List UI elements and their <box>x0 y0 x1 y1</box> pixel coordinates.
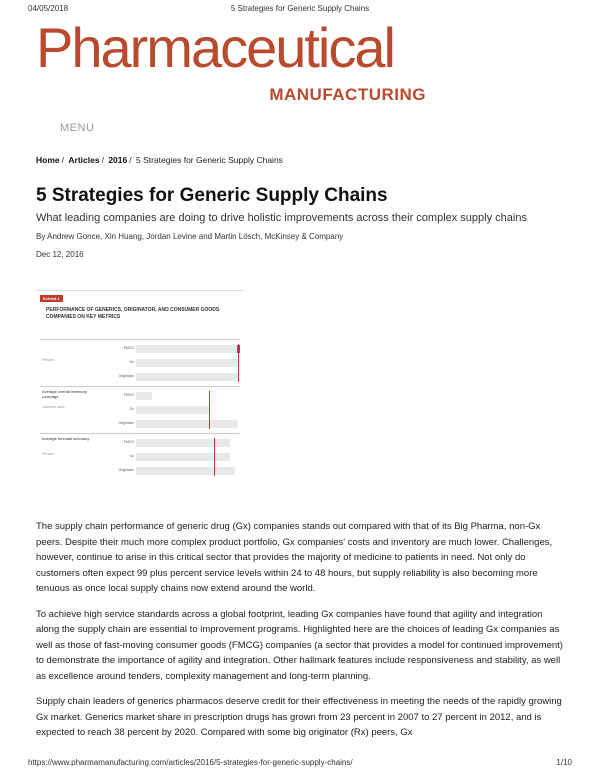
exhibit-bar <box>136 453 230 461</box>
exhibit-row <box>100 372 240 382</box>
exhibit-row-label: FMCG <box>123 440 134 444</box>
print-url: https://www.pharmamanufacturing.com/articles/2016/5-strategies-for-generic-supply-chains/ <box>28 758 353 767</box>
exhibit-row-label: Originator <box>118 468 134 472</box>
exhibit-bar <box>136 392 152 400</box>
print-page-number: 1/10 <box>556 758 572 767</box>
exhibit-row-label: Gx <box>129 454 134 458</box>
exhibit-marker-line <box>209 391 210 429</box>
breadcrumb-articles[interactable]: Articles <box>68 155 100 165</box>
exhibit-bar <box>136 406 209 414</box>
exhibit-title: PERFORMANCE OF GENERICS, ORIGINATOR, AND CONSUMER GOODS COMPANIES ON KEY METRICS <box>46 307 220 320</box>
breadcrumb: Home / Articles / 2016 / 5 Strategies for Generic Supply Chains <box>36 155 283 165</box>
article-byline: By Andrew Gonce, Xin Huang, Jordan Levine and Martin Lösch, McKinsey & Company <box>36 232 344 241</box>
exhibit-row-label: Originator <box>118 374 134 378</box>
exhibit-row-label: FMCG <box>123 393 134 397</box>
exhibit-row-label: Gx <box>129 360 134 364</box>
breadcrumb-year[interactable]: 2016 <box>108 155 128 165</box>
logo-line-2: MANUFACTURING <box>269 85 426 104</box>
exhibit-section <box>40 386 240 437</box>
exhibit-bar <box>136 373 238 381</box>
exhibit-section <box>40 433 240 484</box>
exhibit-row-label: Gx <box>129 407 134 411</box>
exhibit-bar <box>136 359 238 367</box>
exhibit-section <box>40 339 240 390</box>
logo-line-1: Pharmaceutical <box>36 16 394 79</box>
breadcrumb-current: 5 Strategies for Generic Supply Chains <box>135 155 283 165</box>
article-title: 5 Strategies for Generic Supply Chains <box>36 185 388 206</box>
exhibit-metric-label: Average overall inventory coverage <box>42 389 88 399</box>
exhibit-row <box>100 466 240 476</box>
exhibit-bar <box>136 345 238 353</box>
article-body <box>36 519 568 751</box>
exhibit-badge: Exhibit 1 <box>40 295 63 302</box>
exhibit-bar <box>136 467 235 475</box>
article-paragraph: The supply chain performance of generic drug (Gx) companies stands out compared with that of its Big Pharma, non-Gx peers. Despite their much more complex product portfolio, Gx companies' costs and inventory are much lower. Challenges, however, continue to arise in this critical sector that provides the majority of medicine to patients in need. Not only do customers often expect 99 plus percent service levels within 24 to 48 hours, but supply reliability is also becoming more tenuous as once local supply chains now extend around the world. <box>36 521 553 594</box>
article-subtitle: What leading companies are doing to drive holistic improvements across their complex supply chains <box>36 212 527 224</box>
exhibit-row <box>100 358 240 368</box>
breadcrumb-home[interactable]: Home <box>36 155 60 165</box>
exhibit-row <box>100 344 240 354</box>
exhibit-marker-line <box>214 438 215 476</box>
exhibit-row-label: Originator <box>118 421 134 425</box>
print-date: 04/05/2018 <box>28 4 69 13</box>
exhibit-marker-line <box>238 344 239 382</box>
exhibit-bar <box>136 420 238 428</box>
print-header <box>28 4 572 16</box>
exhibit-row <box>100 419 240 429</box>
article-paragraph: To achieve high service standards across a global footprint, leading Gx companies have found that agility and integration along the supply chain are essential to improvement programs. Highlighted here are the choices of leading Gx companies as well as those of fast-moving consumer goods (FMCG) companies (a sector that provides a model for continued improvement) to demonstrate the importance of agility and integration. Other hallmark features include responsiveness and stability, as well as excellence around tenders, complexity management and long-term planning. <box>36 608 563 682</box>
exhibit-unit-label: Percent <box>42 358 55 362</box>
print-title: 5 Strategies for Generic Supply Chains <box>230 4 370 13</box>
exhibit-metric-label: Average forecast accuracy <box>42 436 90 441</box>
exhibit-row <box>100 405 240 415</box>
exhibit-row-label: FMCG <box>123 346 134 350</box>
exhibit-row <box>100 438 240 448</box>
exhibit-unit-label: Percent <box>42 452 55 456</box>
exhibit-row <box>100 391 240 401</box>
menu-button[interactable]: MENU <box>60 122 95 134</box>
exhibit-bar <box>136 439 230 447</box>
article-date: Dec 12, 2016 <box>36 250 84 259</box>
exhibit-unit-label: Calendar days <box>42 405 65 409</box>
article-paragraph: Supply chain leaders of generics pharmacos deserve credit for their effectiveness in meeting the needs of the rapidly growing Gx market. Generics market share in prescription drugs has grown from 23 percent in 2007 to 27 percent in 2012, and is expected to reach 38 percent by 2020. Compared with some big originator (Rx) peers, Gx <box>36 696 562 738</box>
exhibit-row <box>100 452 240 462</box>
site-logo[interactable] <box>36 16 426 112</box>
print-footer <box>28 758 572 770</box>
exhibit-figure <box>36 290 244 501</box>
